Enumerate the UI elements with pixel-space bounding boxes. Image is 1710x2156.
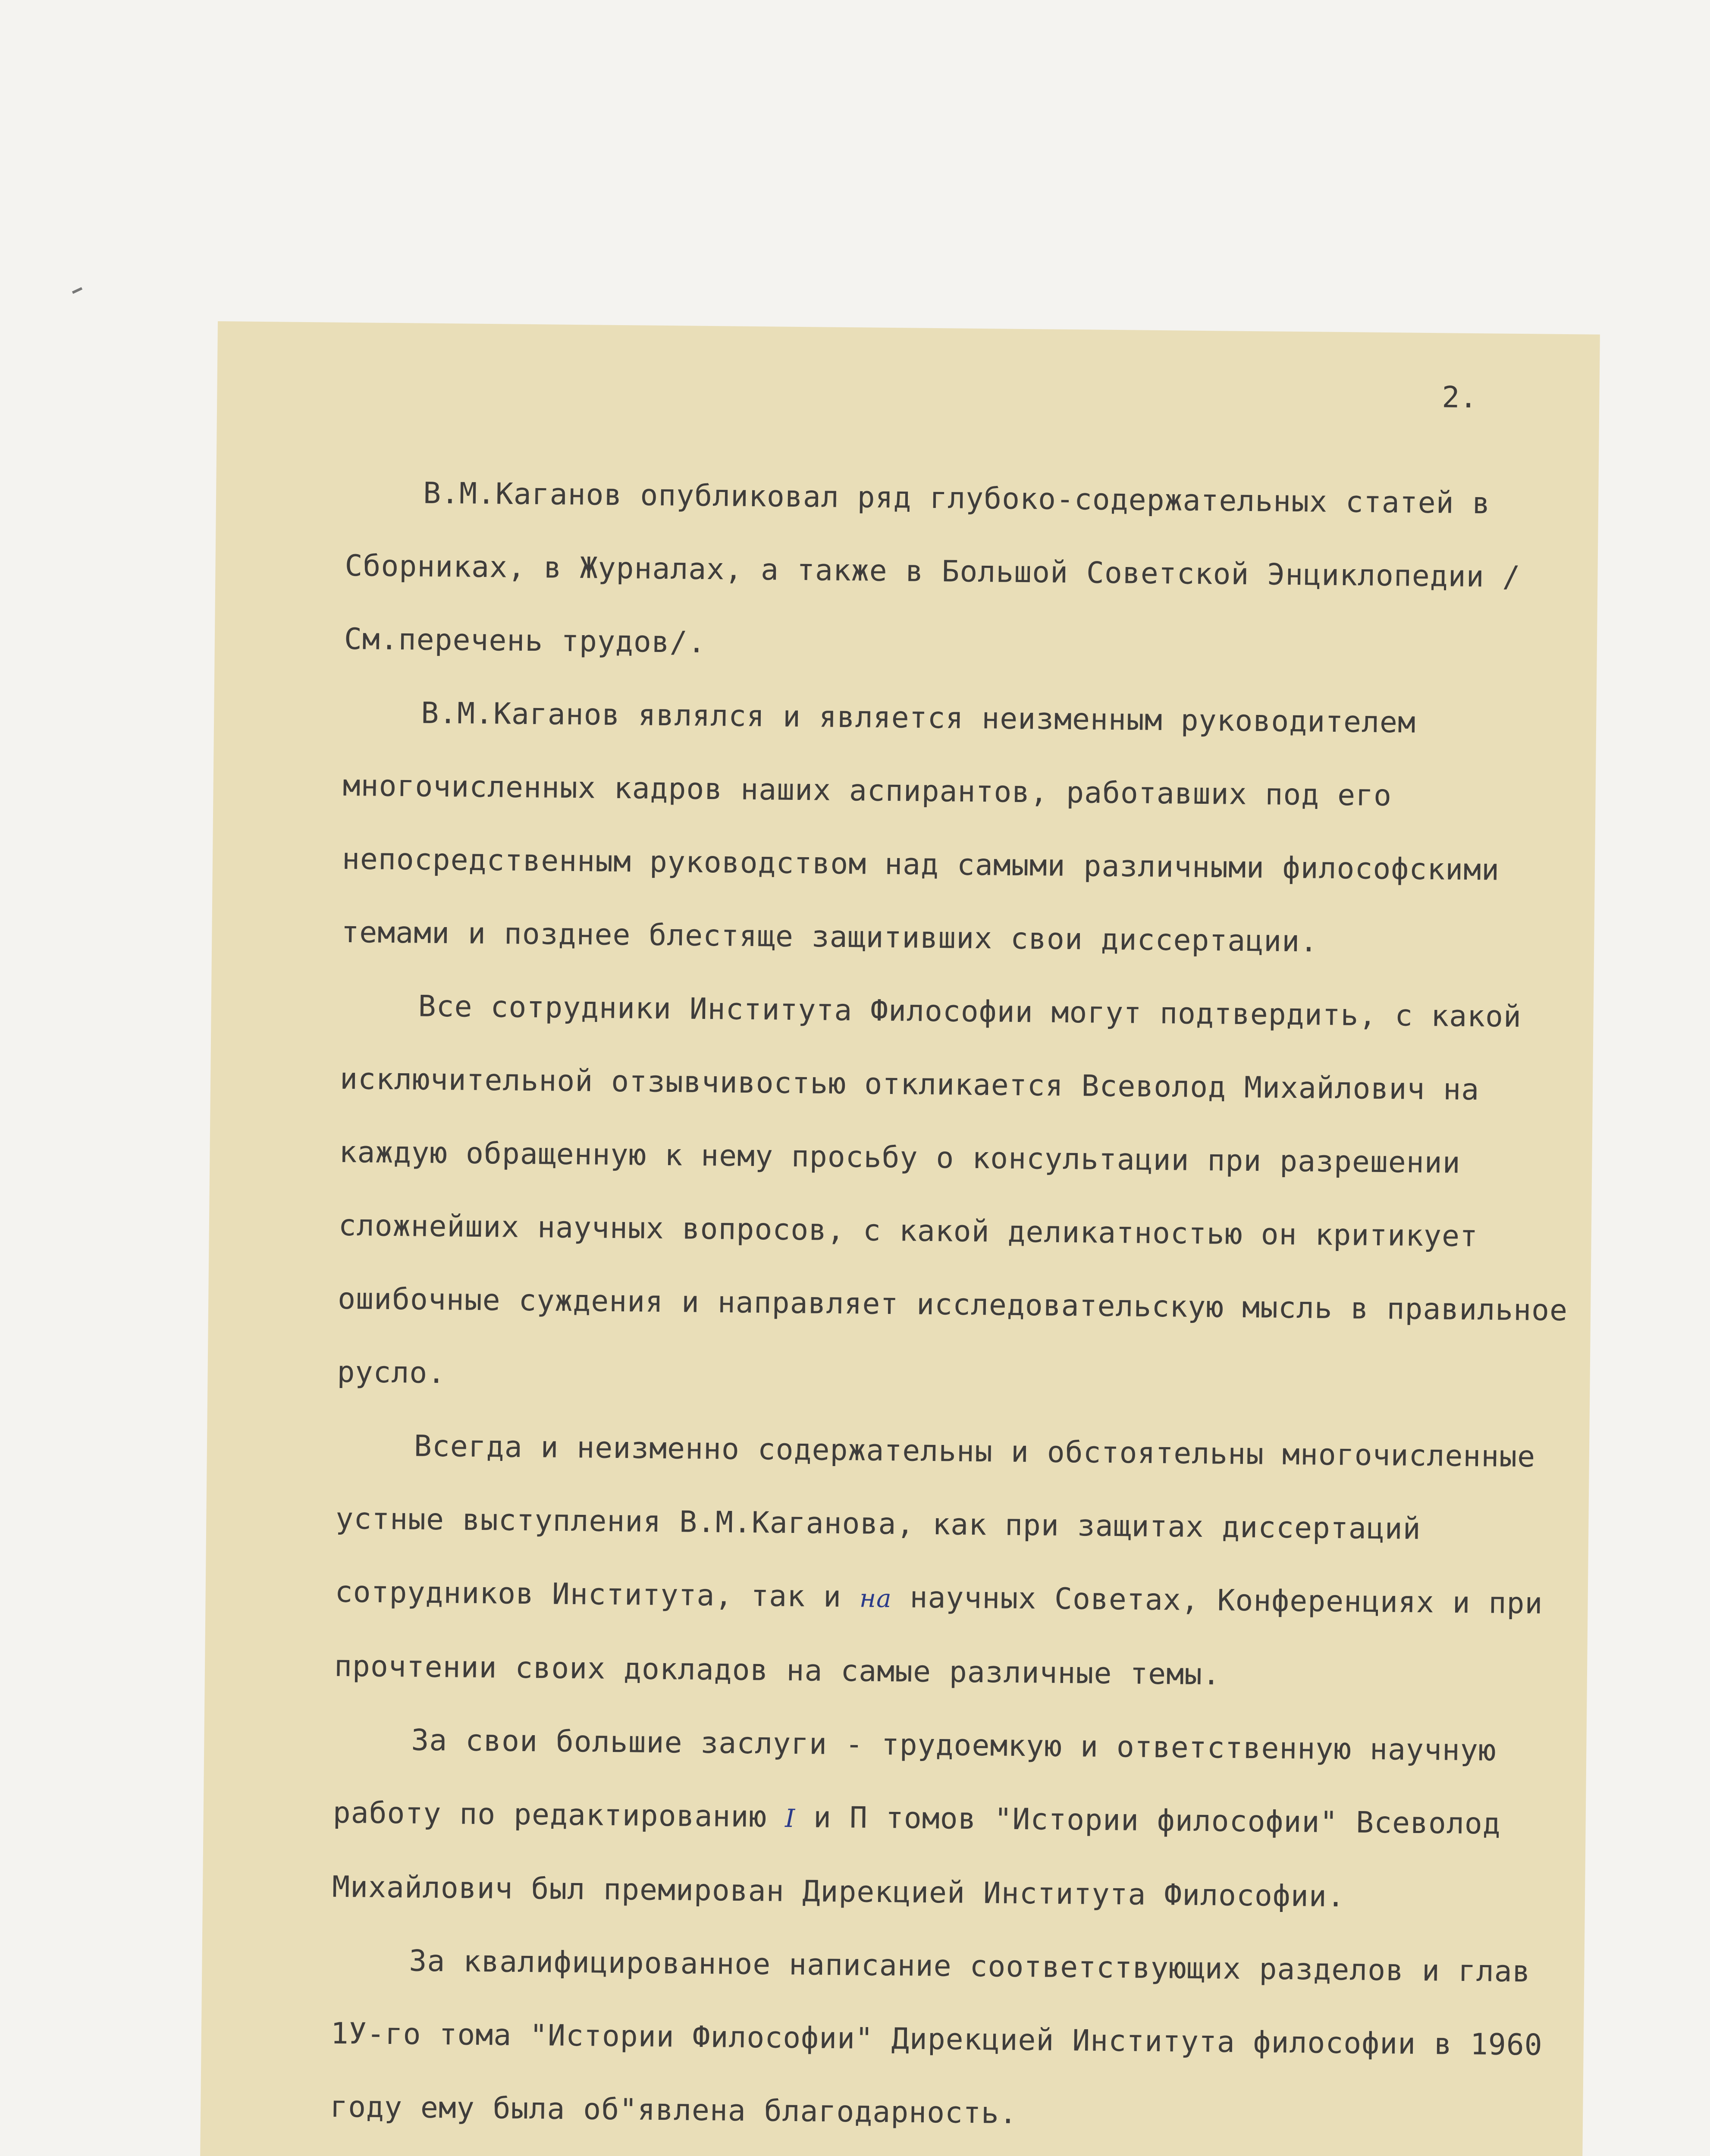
paragraph-speeches-start: Всегда и неизменно содержательны и обстоятельны многочисленные устные выступления В.М.Каганова, как при защитах диссертаций сотрудников Института, так и [335, 1429, 1536, 1614]
paragraph-gratitude: За квалифицированное написание соответствующих разделов и глав 1У-го тома "Истории Философии" Дирекцией Института философии в 1960 году ему была об"явлена благодарность. [329, 1944, 1543, 2131]
handwritten-volume-number: I [784, 1803, 796, 1833]
document-body [326, 456, 1579, 2156]
paragraph-award-start: За свои большие заслуги - трудоемкую и ответственную научную работу по редактированию [333, 1723, 1497, 1834]
paragraph-speeches [334, 1409, 1570, 1715]
paragraph-award-end: и П томов "Истории философии" Всеволод Михайлович был премирован Дирекцией Института Философии. [332, 1800, 1501, 1914]
paragraph-award [332, 1703, 1567, 1936]
corner-mark [72, 287, 85, 299]
paragraph-publications: В.М.Каганов опубликовал ряд глубоко-содержательных статей в Сборниках, в Журналах, а также в Большой Советской Энциклопедии /См.перечень трудов/. [344, 476, 1521, 660]
paragraph-supervision: В.М.Каганов являлся и является неизменным руководителем многочисленных кадров наших аспирантов, работавших под его непосредственным руководством над самыми различными философскими темами и позднее блестяще защитивших свои диссертации. [341, 696, 1500, 959]
paragraph-consultations: Все сотрудники Института Философии могут подтвердить, с какой исключительной отзывчивостью откликается Всеволод Михайлович на каждую обращенную к нему просьбу о консультации при разрешении сложнейших научных вопросов, с какой деликатностью он критикует ошибочные суждения и направляет исследовательскую мысль в правильное русло. [337, 989, 1568, 1391]
handwritten-insertion: на [859, 1583, 892, 1614]
document-page [198, 321, 1600, 2156]
page-number: 2. [1442, 380, 1478, 415]
paragraph-speeches-end: научных Советах, Конференциях и при прочтении своих докладов на самые различные темы. [334, 1580, 1543, 1692]
